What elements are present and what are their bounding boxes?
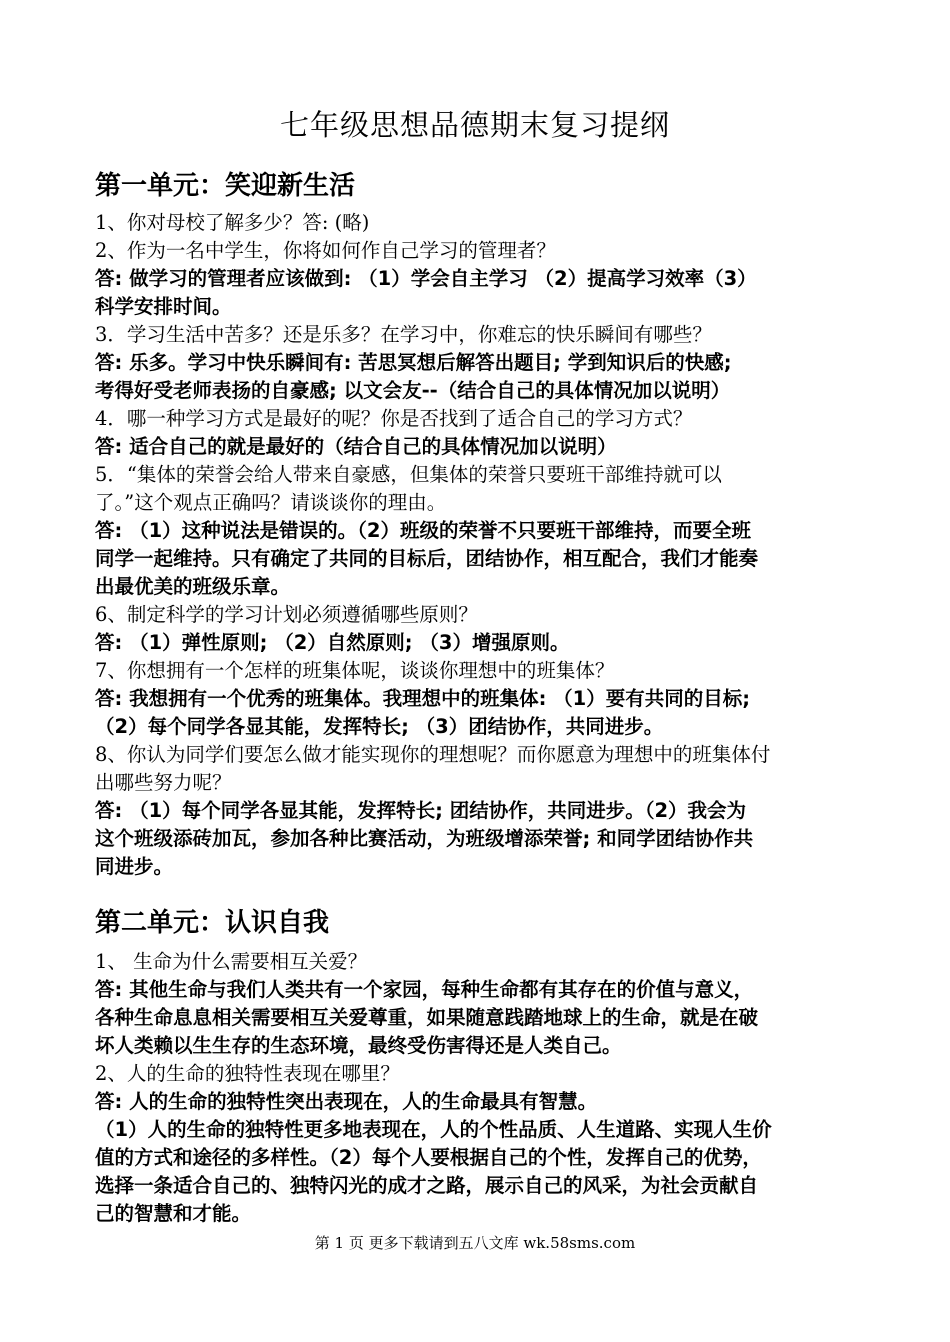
answer-line: （2）每个同学各显其能，发挥特长; （3）团结协作，共同进步。 xyxy=(95,715,664,738)
page-footer: 第 1 页 更多下载请到五八文库 wk.58sms.com xyxy=(314,1234,636,1252)
answer-line: 答: 其他生命与我们人类共有一个家园，每种生命都有其存在的价值与意义， xyxy=(95,978,754,1001)
question-line: 6、制定科学的学习计划必须遵循哪些原则？ xyxy=(95,603,478,626)
question-line: 4．哪一种学习方式是最好的呢？你是否找到了适合自己的学习方式？ xyxy=(95,407,693,430)
answer-line: 答: （1）这种说法是错误的。（2）班级的荣誉不只要班干部维持，而要全班 xyxy=(95,519,751,542)
question-line: 2、作为一名中学生，你将如何作自己学习的管理者？ xyxy=(95,239,556,262)
question-line: 3．学习生活中苦多？还是乐多？在学习中，你难忘的快乐瞬间有哪些？ xyxy=(95,323,712,346)
question-line: 1、你对母校了解多少？答: (略) xyxy=(95,211,370,234)
answer-line: 同进步。 xyxy=(95,855,174,878)
document-title: 七年级思想品德期末复习提纲 xyxy=(279,108,670,142)
question-line: 1、 生命为什么需要相互关爱？ xyxy=(95,950,368,973)
answer-line: 答: （1）每个同学各显其能，发挥特长; 团结协作，共同进步。（2）我会为 xyxy=(95,799,747,822)
answer-line: 这个班级添砖加瓦，参加各种比赛活动，为班级增添荣誉; 和同学团结协作共 xyxy=(95,827,754,850)
question-line: 5．“集体的荣誉会给人带来自豪感，但集体的荣誉只要班干部维持就可以 xyxy=(95,463,722,486)
answer-line: 值的方式和途径的多样性。（2）每个人要根据自己的个性，发挥自己的优势， xyxy=(95,1146,762,1169)
answer-line: 考得好受老师表扬的自豪感; 以文会友--（结合自己的具体情况加以说明） xyxy=(95,379,731,402)
unit-1-heading: 第一单元：笑迎新生活 xyxy=(95,171,356,201)
unit-1-content xyxy=(95,209,865,881)
answer-line: 出最优美的班级乐章。 xyxy=(95,575,291,598)
unit-2-heading: 第二单元：认识自我 xyxy=(95,908,330,938)
question-line: 了。”这个观点正确吗？请谈谈你的理由。 xyxy=(95,491,447,514)
answer-line: 答: 人的生命的独特性突出表现在，人的生命最具有智慧。 xyxy=(95,1090,598,1113)
answer-line: 答: 乐多。学习中快乐瞬间有: 苦思冥想后解答出题目; 学到知识后的快感; xyxy=(95,351,732,374)
question-line: 出哪些努力呢？ xyxy=(95,771,232,794)
answer-line: 答: （1）弹性原则; （2）自然原则; （3）增强原则。 xyxy=(95,631,570,654)
question-line: 7、你想拥有一个怎样的班集体呢，谈谈你理想中的班集体？ xyxy=(95,659,615,682)
answer-line: 同学一起维持。只有确定了共同的目标后，团结协作，相互配合，我们才能奏 xyxy=(95,547,759,570)
answer-line: 己的智慧和才能。 xyxy=(95,1202,252,1225)
unit-2-content xyxy=(95,948,865,1228)
answer-line: 答: 我想拥有一个优秀的班集体。我理想中的班集体: （1）要有共同的目标; xyxy=(95,687,751,710)
answer-line: 坏人类赖以生生存的生态环境，最终受伤害得还是人类自己。 xyxy=(95,1034,622,1057)
question-line: 2、人的生命的独特性表现在哪里？ xyxy=(95,1062,400,1085)
answer-line: 答: 做学习的管理者应该做到: （1）学会自主学习 （2）提高学习效率（3） xyxy=(95,267,757,290)
answer-line: 各种生命息息相关需要相互关爱尊重，如果随意践踏地球上的生命，就是在破 xyxy=(95,1006,759,1029)
answer-line: 科学安排时间。 xyxy=(95,295,232,318)
answer-line: （1）人的生命的独特性更多地表现在，人的个性品质、人生道路、实现人生价 xyxy=(95,1118,772,1141)
answer-line: 答: 适合自己的就是最好的（结合自己的具体情况加以说明） xyxy=(95,435,617,458)
question-line: 8、你认为同学们要怎么做才能实现你的理想呢？而你愿意为理想中的班集体付 xyxy=(95,743,771,766)
answer-line: 选择一条适合自己的、独特闪光的成才之路，展示自己的风采，为社会贡献自 xyxy=(95,1174,759,1197)
